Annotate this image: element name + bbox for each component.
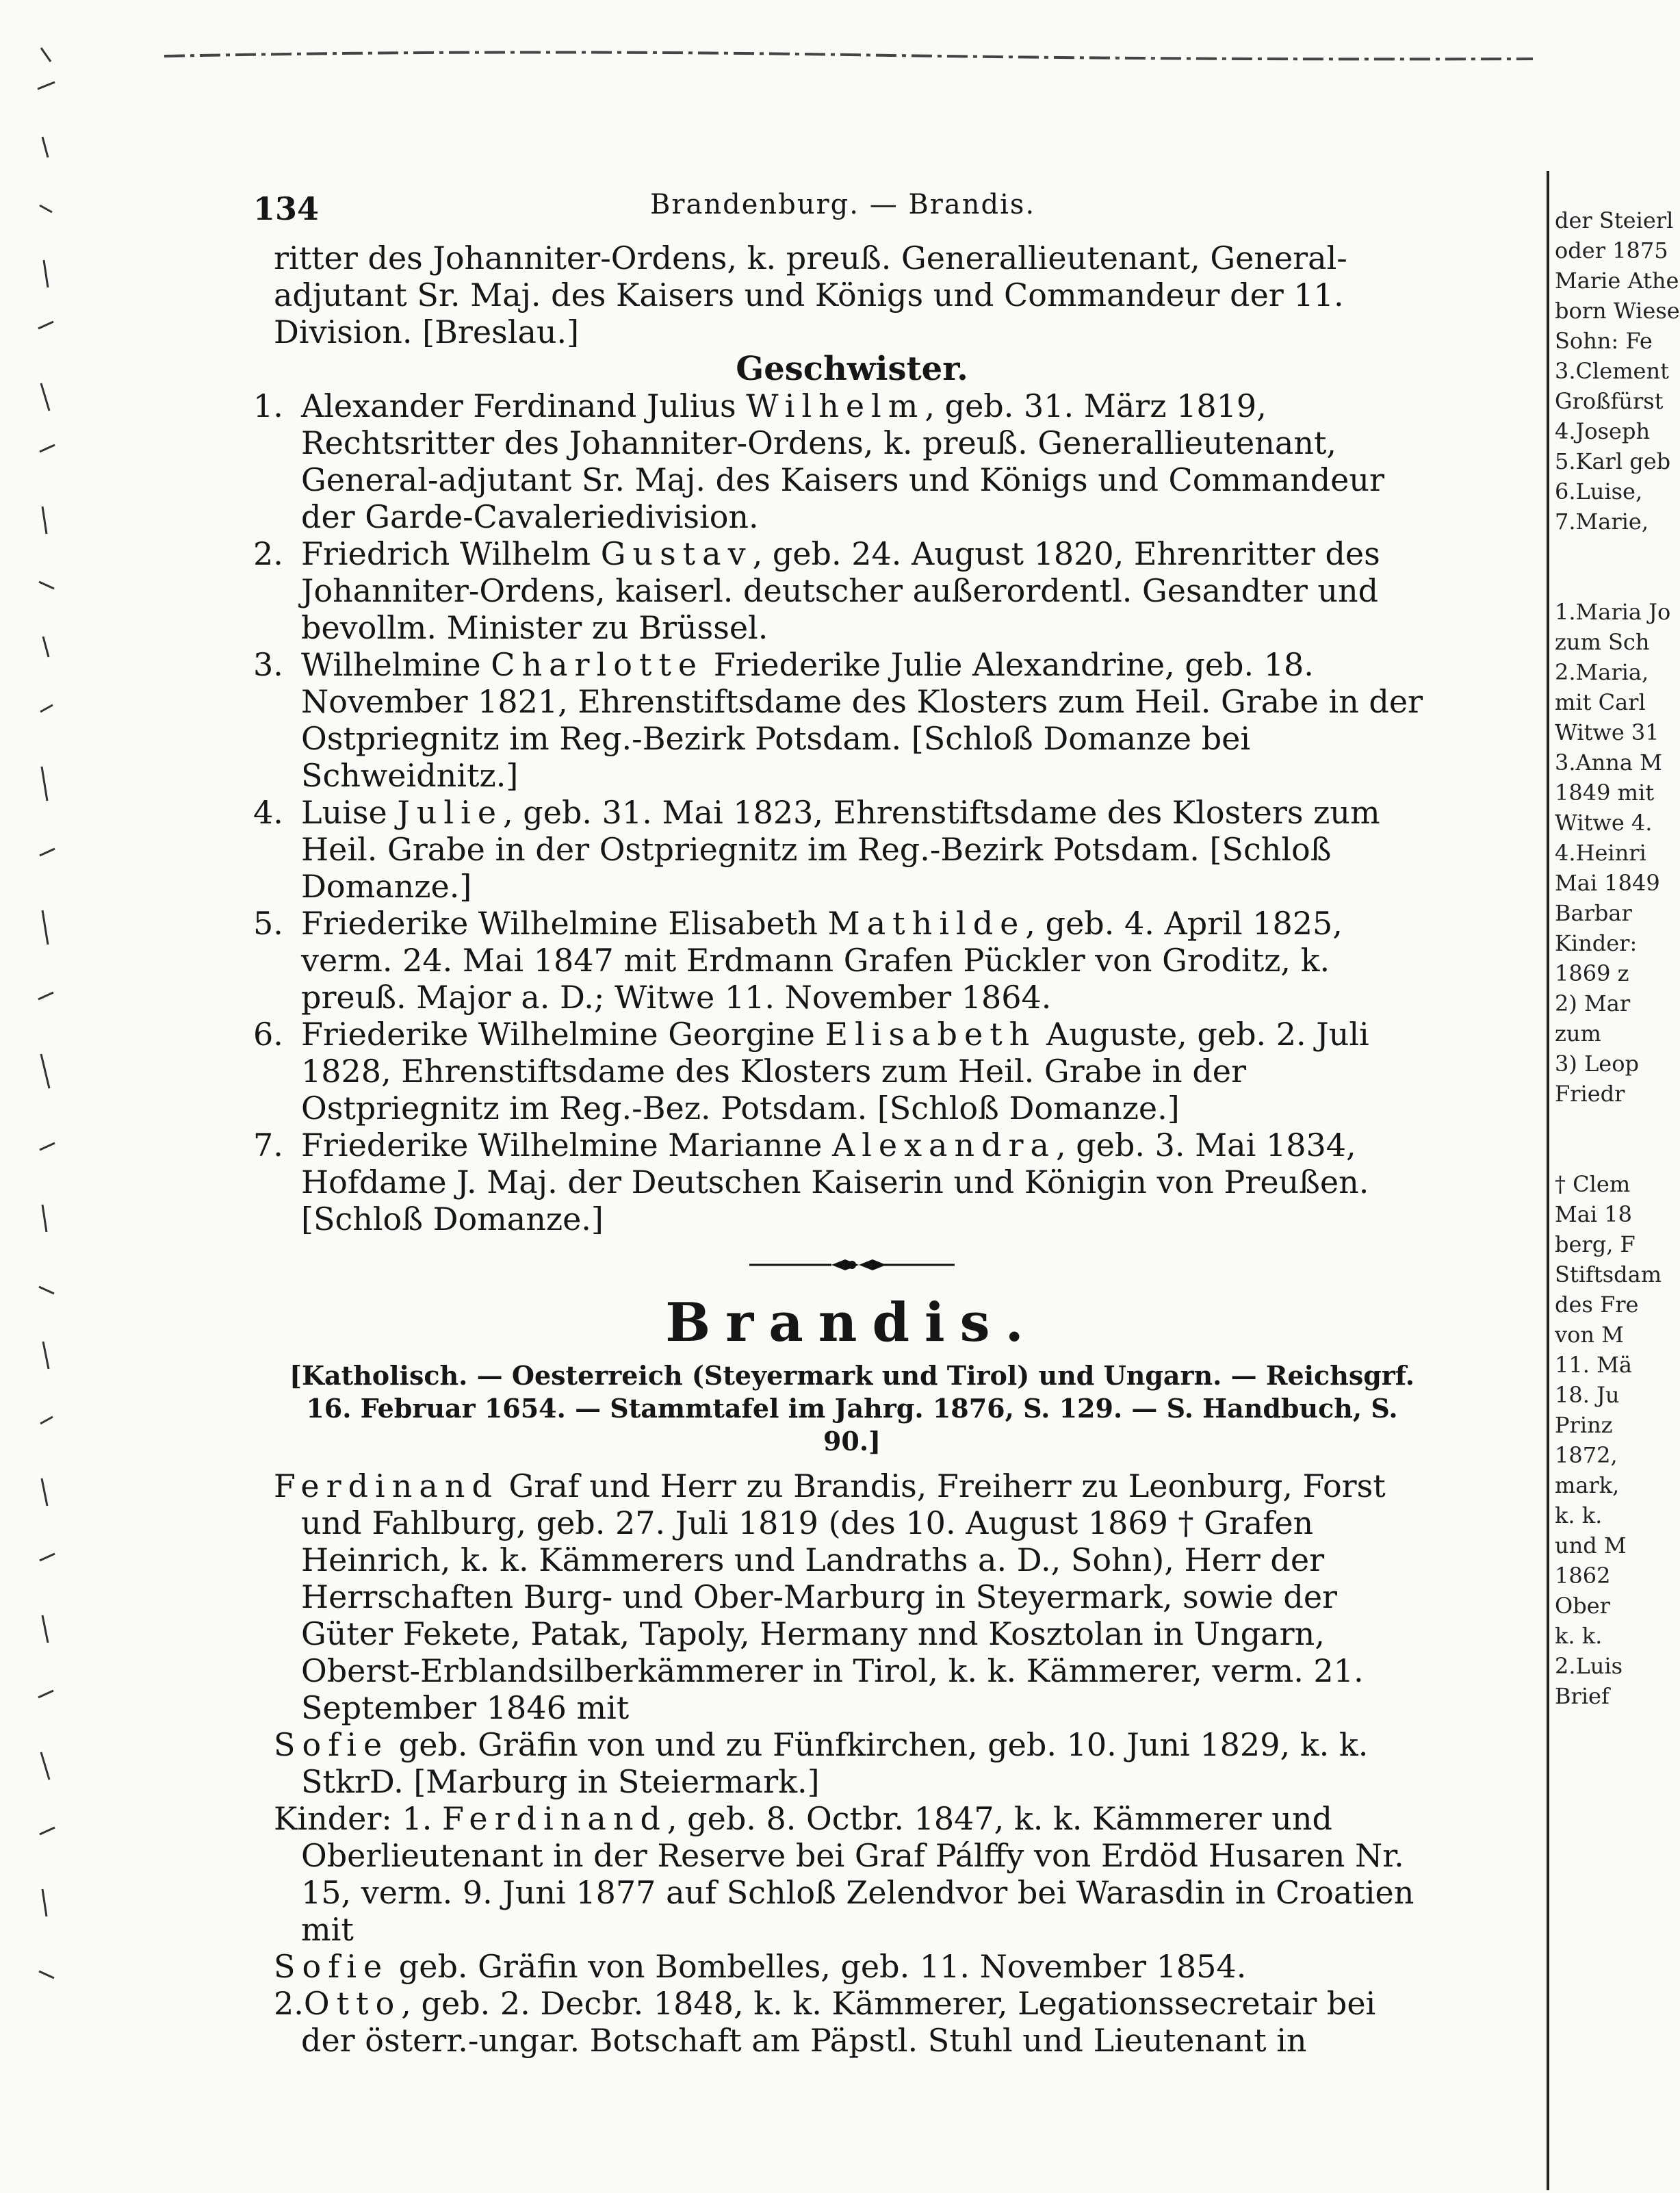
- sibling-entry: [253, 1127, 1430, 1237]
- adjacent-page-line: Witwe 4.: [1555, 810, 1653, 836]
- adjacent-page-line: des Fre: [1555, 1292, 1639, 1318]
- sibling-entry: [253, 794, 1430, 905]
- sibling-name: Wilhelmine: [301, 646, 481, 683]
- sibling-call-name: Charlotte: [491, 646, 704, 683]
- adjacent-page-line: 7.Marie,: [1555, 509, 1649, 535]
- adjacent-page-line: Witwe 31: [1555, 719, 1659, 745]
- sibling-entry: [253, 905, 1430, 1016]
- adjacent-page-line: 2.Luis: [1555, 1653, 1623, 1679]
- adjacent-page-line: Brief: [1555, 1683, 1610, 1709]
- sibling-name: Friederike Wilhelmine Georgine: [301, 1016, 815, 1053]
- sibling-text: , geb. 24. August 1820, Ehrenritter des Johanniter-Ordens, kaiserl. deutscher außerordentl. Gesandter und bevollm. Minister zu Brüssel.: [301, 535, 1380, 646]
- adjacent-page-line: Friedr: [1555, 1081, 1625, 1107]
- adjacent-page-line: 2) Mar: [1555, 990, 1631, 1016]
- sibling-name: Friederike Wilhelmine Marianne: [301, 1127, 823, 1164]
- adjacent-page-line: 3) Leop: [1555, 1051, 1639, 1077]
- adjacent-page-line: 1862: [1555, 1563, 1611, 1589]
- sibling-text: Friederike Julie Alexandrine, geb. 18. November 1821, Ehrenstiftsdame des Klosters zum Heil. Grabe in der Ostpriegnitz im Reg.-Bezirk Potsdam. [Schloß Domanze bei Schweidnitz.]: [301, 646, 1423, 794]
- sibling-entry: [253, 387, 1430, 535]
- child-name: Otto: [303, 1985, 402, 2022]
- adjacent-page-line: Barbar: [1555, 900, 1632, 926]
- top-scan-rule: [164, 41, 1533, 66]
- adjacent-page-line: 4.Heinri: [1555, 840, 1646, 866]
- adjacent-page-line: 18. Ju: [1555, 1382, 1620, 1408]
- sibling-name: Friedrich Wilhelm: [301, 535, 591, 572]
- sibling-entry: [253, 1016, 1430, 1127]
- child-name: Ferdinand: [442, 1800, 667, 1837]
- sibling-text: , geb. 31. Mai 1823, Ehrenstiftsdame des Klosters zum Heil. Grabe in der Ostpriegnitz im Reg.-Bezirk Potsdam. [Schloß Domanze.]: [301, 794, 1380, 905]
- child-entry: [274, 1985, 1430, 2059]
- margin-noise-decoration: [0, 0, 68, 2190]
- wife-name: Sofie: [274, 1726, 389, 1763]
- sibling-text: Auguste, geb. 2. Juli 1828, Ehrenstiftsdame des Klosters zum Heil. Grabe in der Ostpriegnitz im Reg.-Bez. Potsdam. [Schloß Domanze.]: [301, 1016, 1369, 1127]
- sibling-entry: [253, 535, 1430, 646]
- adjacent-page-line: oder 1875: [1555, 238, 1668, 264]
- page-header: [246, 183, 1430, 225]
- adjacent-page-line: 1872,: [1555, 1442, 1618, 1468]
- entry-number: 4.: [253, 794, 283, 831]
- child-number: 2.: [274, 1985, 304, 2022]
- page-body: [253, 240, 1430, 2059]
- page-number: 134: [253, 190, 320, 227]
- adjacent-page-line: Marie Athe: [1555, 268, 1679, 294]
- sibling-name: Luise: [301, 794, 387, 831]
- child-wife-text: geb. Gräfin von Bombelles, geb. 11. November 1854.: [389, 1948, 1247, 1985]
- child-text: , geb. 8. Octbr. 1847, k. k. Kämmerer und Oberlieutenant in der Reserve bei Graf Pálffy von Erdöd Husaren Nr. 15, verm. 9. Juni 1877 auf Schloß Zelendvor bei Warasdin in Croatien mit: [301, 1800, 1414, 1948]
- adjacent-page-line: Stiftsdam: [1555, 1261, 1662, 1287]
- adjacent-page-line: 1869 z: [1555, 960, 1629, 986]
- section-divider-ornament: [749, 1253, 955, 1277]
- sibling-text: , geb. 4. April 1825, verm. 24. Mai 1847 mit Erdmann Grafen Pückler von Groditz, k. preuß. Major a. D.; Witwe 11. November 1864.: [301, 905, 1343, 1016]
- siblings-list: [253, 387, 1430, 1237]
- adjacent-page-line: und M: [1555, 1532, 1627, 1559]
- head-text: Graf und Herr zu Brandis, Freiherr zu Leonburg, Forst und Fahlburg, geb. 27. Juli 1819 (des 10. August 1869 † Grafen Heinrich, k. k. Kämmerers und Landraths a. D., Sohn), Herr der Herrschaften Burg- und Ober-Marburg in Steyermark, sowie der Güter Fekete, Patak, Tapoly, Hermany nnd Kosztolan in Ungarn, Oberst-Erblandsilberkämmerer in Tirol, k. k. Kämmerer, verm. 21. September 1846 mit: [301, 1467, 1386, 1726]
- entry-number: 3.: [253, 646, 283, 683]
- adjacent-page-line: mark,: [1555, 1472, 1620, 1498]
- sibling-call-name: Mathilde: [827, 905, 1026, 942]
- siblings-heading: Geschwister.: [736, 350, 968, 388]
- child-number: 1.: [402, 1800, 432, 1837]
- head-of-house-entry: [274, 1467, 1430, 1726]
- adjacent-page-line: [1555, 567, 1642, 597]
- adjacent-page-line: Sohn: Fe: [1555, 328, 1653, 354]
- adjacent-page-line: 3.Anna M: [1555, 749, 1662, 775]
- adjacent-page-line: der Steierl: [1555, 207, 1674, 233]
- adjacent-page-line: [1555, 1109, 1642, 1139]
- wife-entry: [274, 1726, 1430, 1800]
- adjacent-page-line: 11. Mä: [1555, 1352, 1632, 1378]
- head-name: Ferdinand: [274, 1467, 499, 1504]
- sibling-text: , geb. 3. Mai 1834, Hofdame J. Maj. der Deutschen Kaiserin und Königin von Preußen. [Schloß Domanze.]: [301, 1127, 1369, 1237]
- sibling-call-name: Alexandra: [831, 1127, 1056, 1164]
- children-entry: [274, 1800, 1430, 1948]
- sibling-entry: [253, 646, 1430, 794]
- sibling-text: , geb. 31. März 1819, Rechtsritter des Johanniter-Ordens, k. preuß. Generallieutenant, General-adjutant Sr. Maj. des Kaisers und Königs und Commandeur der Garde-Cavaleriedivision.: [301, 387, 1385, 535]
- children-label: Kinder:: [274, 1800, 392, 1837]
- adjacent-page-line: von M: [1555, 1322, 1624, 1348]
- adjacent-page-rule: [1547, 171, 1549, 2190]
- sibling-call-name: Gustav: [600, 535, 753, 572]
- sibling-call-name: Elisabeth: [825, 1016, 1037, 1053]
- sibling-call-name: Wilhelm: [746, 387, 925, 424]
- adjacent-page-line: berg, F: [1555, 1231, 1636, 1257]
- adjacent-page-line: 2.Maria,: [1555, 659, 1649, 685]
- adjacent-page-line: zum Sch: [1555, 629, 1650, 655]
- adjacent-page-line: Kinder:: [1555, 930, 1638, 956]
- adjacent-page-line: [1555, 537, 1642, 567]
- adjacent-page-line: zum: [1555, 1021, 1601, 1047]
- continuation-paragraph: ritter des Johanniter-Ordens, k. preuß. Generallieutenant, General-adjutant Sr. Maj. des Kaisers und Königs und Commandeur der 11. Division. [Breslau.]: [274, 240, 1347, 350]
- sibling-call-name: Julie: [397, 794, 504, 831]
- adjacent-page-line: Großfürst: [1555, 388, 1664, 414]
- scanned-left-margin: [0, 0, 68, 2190]
- adjacent-page-line: k. k.: [1555, 1502, 1603, 1528]
- running-head: Brandenburg. — Brandis.: [650, 189, 1036, 220]
- child-text: , geb. 2. Decbr. 1848, k. k. Kämmerer, Legationssecretair bei der österr.-ungar. Botschaft am Päpstl. Stuhl und Lieutenant in: [301, 1985, 1376, 2059]
- family-summary: [Katholisch. — Oesterreich (Steyermark und Tirol) und Ungarn. — Reichsgrf. 16. Februar 1654. — Stammtafel im Jahrg. 1876, S. 129. — S. Handbuch, S. 90.]: [289, 1360, 1415, 1457]
- adjacent-page-line: 5.Karl geb: [1555, 448, 1671, 474]
- wife-text: geb. Gräfin von und zu Fünfkirchen, geb. 10. Juni 1829, k. k. StkrD. [Marburg in Steiermark.]: [301, 1726, 1369, 1800]
- adjacent-page-line: Prinz: [1555, 1412, 1613, 1438]
- adjacent-page-line: Mai 1849: [1555, 870, 1660, 896]
- adjacent-page-line: born Wiese: [1555, 298, 1680, 324]
- adjacent-page-line: 4.Joseph: [1555, 418, 1651, 444]
- adjacent-page-line: mit Carl: [1555, 689, 1646, 715]
- adjacent-page-line: [1555, 1139, 1642, 1169]
- entry-number: 7.: [253, 1127, 283, 1164]
- entry-number: 5.: [253, 905, 283, 942]
- adjacent-page-line: Mai 18: [1555, 1201, 1632, 1227]
- child-wife-name: Sofie: [274, 1948, 389, 1985]
- family-title: Brandis.: [665, 1292, 1039, 1354]
- entry-number: 1.: [253, 387, 283, 424]
- adjacent-page-line: † Clem: [1555, 1171, 1631, 1197]
- adjacent-page-line: 1849 mit: [1555, 780, 1655, 806]
- adjacent-page-line: 3.Clement: [1555, 358, 1669, 384]
- adjacent-page-line: k. k.: [1555, 1623, 1603, 1649]
- adjacent-page-fragment: [1555, 205, 1680, 1711]
- adjacent-page-line: 1.Maria Jo: [1555, 599, 1671, 625]
- entry-number: 2.: [253, 535, 283, 572]
- entry-number: 6.: [253, 1016, 283, 1053]
- child-wife-entry: [274, 1948, 1430, 1985]
- adjacent-page-line: 6.Luise,: [1555, 478, 1643, 504]
- sibling-name: Alexander Ferdinand Julius: [301, 387, 736, 424]
- sibling-name: Friederike Wilhelmine Elisabeth: [301, 905, 818, 942]
- adjacent-page-line: Ober: [1555, 1593, 1610, 1619]
